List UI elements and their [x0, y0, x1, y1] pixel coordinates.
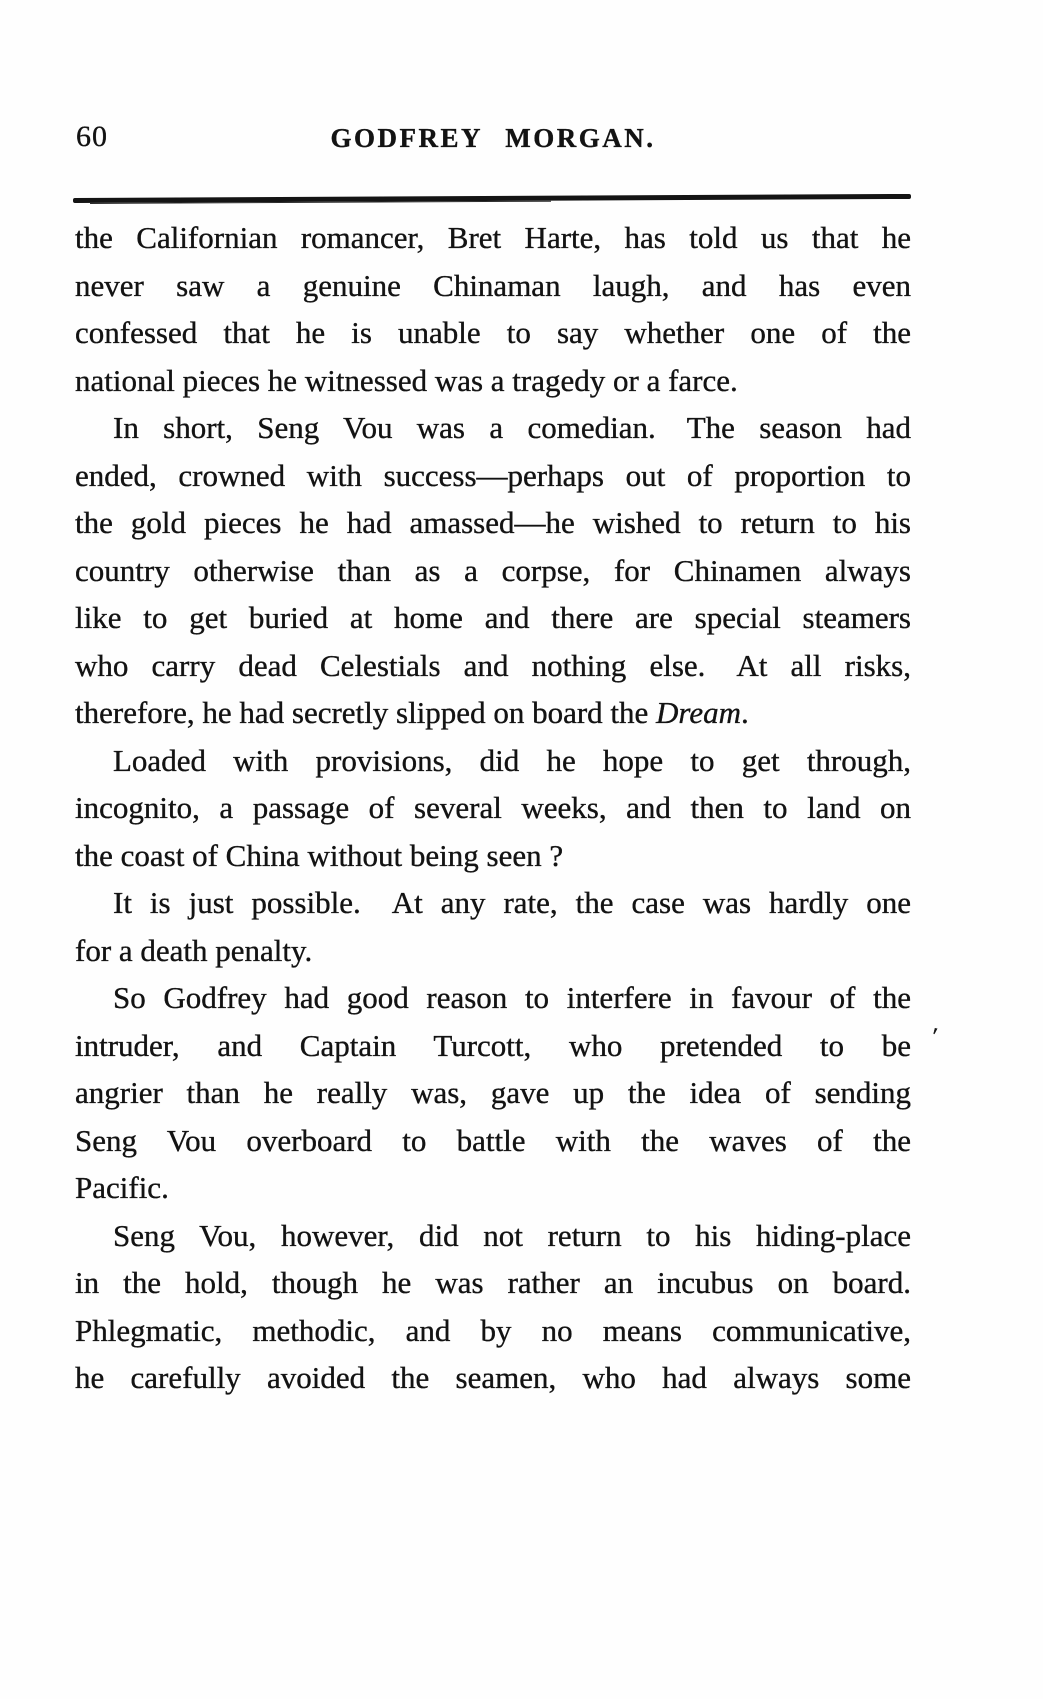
text-run: ended, crowned with success—perhaps out of proportion to — [75, 457, 911, 493]
text-line — [75, 1117, 911, 1165]
text-run: never saw a genuine Chinaman laugh, and has even — [75, 267, 911, 303]
text-line — [75, 737, 911, 785]
running-header-title: GODFREY MORGAN. — [330, 123, 656, 153]
text-line — [75, 1212, 911, 1260]
text-run: intruder, and Captain Turcott, who pretended to be — [75, 1027, 911, 1063]
text-line — [75, 309, 911, 357]
text-line — [75, 642, 911, 690]
text-run: country otherwise than as a corpse, for Chinamen always — [75, 552, 911, 588]
paragraph — [75, 974, 939, 1212]
text-run: Phlegmatic, methodic, and by no means communicative, — [75, 1312, 911, 1348]
text-line — [75, 404, 911, 452]
text-line — [75, 784, 911, 832]
text-run: the Californian romancer, Bret Harte, has told us that he — [75, 220, 911, 255]
text-run: the coast of China without being seen ? — [75, 837, 564, 873]
text-line — [75, 879, 911, 927]
header-rule — [73, 194, 911, 203]
paragraph — [75, 1212, 911, 1402]
text-run: he carefully avoided the seamen, who had always some — [75, 1360, 911, 1395]
paragraph — [75, 879, 911, 974]
text-run: Seng Vou overboard to battle with the waves of the — [75, 1122, 911, 1158]
text-run: national pieces he witnessed was a tragedy or a farce. — [75, 362, 738, 398]
text-run: In short, Seng Vou was a comedian. The season had — [113, 410, 911, 445]
text-run: therefore, he had secretly slipped on board the — [75, 695, 657, 730]
text-run: confessed that he is unable to say whether one of the — [75, 315, 911, 350]
text-run: Pacific. — [75, 1170, 169, 1205]
text-line — [75, 594, 911, 642]
text-line — [75, 1164, 911, 1212]
text-line — [75, 689, 911, 737]
text-line — [75, 452, 911, 500]
text-run: angrier than he really was, gave up the idea of sending — [75, 1075, 911, 1110]
text-line — [75, 1069, 911, 1117]
text-line — [75, 927, 911, 975]
text-run: Loaded with provisions, did he hope to get through, — [113, 742, 911, 778]
text-line — [75, 832, 911, 880]
text-run: the gold pieces he had amassed—he wished to return to his — [75, 505, 911, 540]
text-run: for a death penalty. — [75, 932, 313, 968]
text-line — [75, 1354, 911, 1402]
text-line — [75, 1307, 911, 1355]
text-line — [75, 357, 911, 405]
text-line — [75, 547, 911, 595]
paragraph — [75, 737, 911, 880]
text-run: Seng Vou, however, did not return to his hiding-place — [113, 1217, 911, 1253]
text-run: in the hold, though he was rather an incubus on board. — [75, 1265, 911, 1300]
text-line — [75, 262, 911, 310]
text-line — [75, 974, 911, 1022]
page-body — [75, 214, 939, 1402]
text-run: . — [740, 695, 749, 730]
text-line — [75, 499, 911, 547]
text-line — [75, 1259, 911, 1307]
stray-ink-mark: ′ — [929, 1023, 939, 1050]
text-run: who carry dead Celestials and nothing else. At all risks, — [75, 647, 911, 683]
text-run: incognito, a passage of several weeks, and then to land on — [75, 790, 911, 825]
paragraph — [75, 404, 911, 737]
text-run: It is just possible. At any rate, the case was hardly one — [113, 885, 911, 920]
italic-text: Dream — [656, 695, 741, 730]
text-line — [75, 214, 911, 262]
page-number: 60 — [76, 120, 108, 153]
paragraph — [75, 214, 911, 404]
text-run: So Godfrey had good reason to interfere in favour of the — [113, 980, 911, 1015]
text-run: like to get buried at home and there are special steamers — [75, 600, 911, 635]
text-line — [75, 1022, 939, 1070]
